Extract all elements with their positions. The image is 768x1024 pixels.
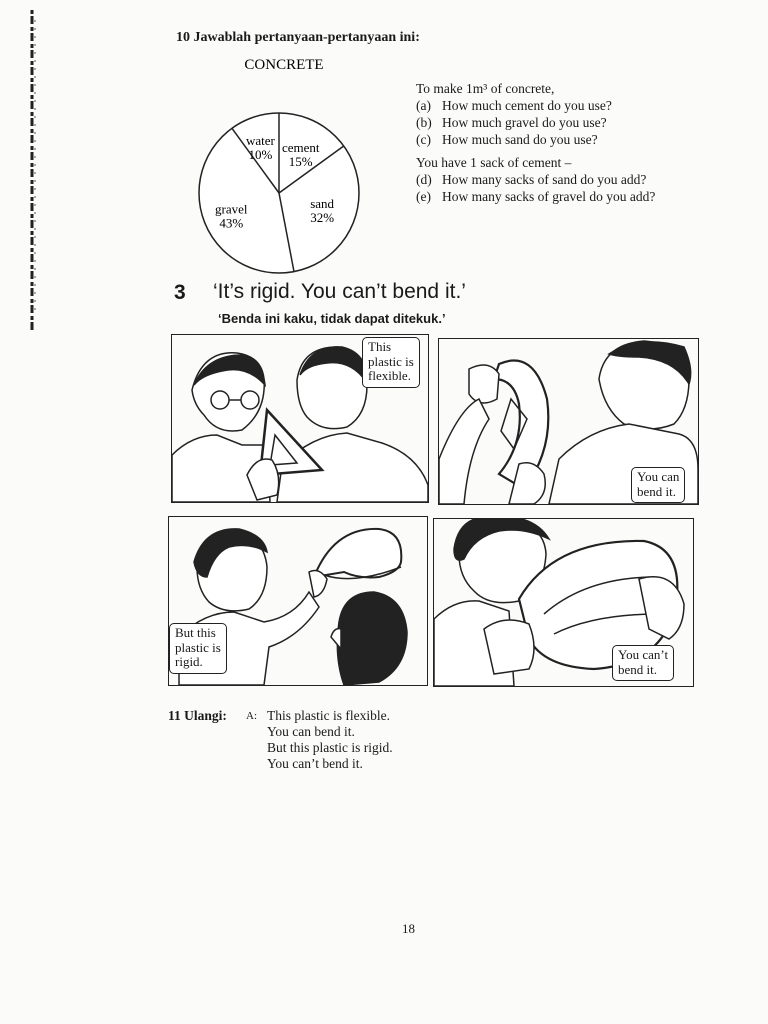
question-text: How much sand do you use? bbox=[442, 132, 598, 147]
pie-label-cement: cement bbox=[281, 139, 320, 155]
speech-bubble-1: This plastic is flexible. bbox=[362, 337, 420, 388]
speech-bubble-4: You can’t bend it. bbox=[612, 645, 674, 681]
section-title: ‘It’s rigid. You can’t bend it.’ bbox=[213, 280, 466, 303]
pie-value-water: 10% bbox=[248, 147, 273, 163]
question-label: (c) bbox=[416, 132, 431, 147]
page-number: 18 bbox=[402, 921, 415, 936]
questions-intro: To make 1m³ of concrete, bbox=[416, 81, 555, 96]
question-text: How much cement do you use? bbox=[442, 98, 612, 113]
exercise-11 bbox=[168, 708, 468, 774]
speech-bubble-3: But this plastic is rigid. bbox=[169, 623, 227, 674]
questions-block bbox=[416, 80, 716, 205]
exercise-10-heading: 10 Jawablah pertanyaan-pertanyaan ini: bbox=[176, 30, 420, 45]
sack-line: You have 1 sack of cement – bbox=[416, 155, 572, 170]
question-label: (e) bbox=[416, 189, 431, 204]
chart-title: CONCRETE bbox=[244, 57, 324, 73]
question-text: How much gravel do you use? bbox=[442, 115, 607, 130]
pie-value-gravel: 43% bbox=[219, 215, 244, 231]
speaker-label: A: bbox=[246, 710, 257, 722]
dialog-line: You can bend it. bbox=[267, 724, 355, 739]
pie-value-sand: 32% bbox=[310, 210, 335, 226]
section-number: 3 bbox=[174, 281, 186, 304]
speech-bubble-2: You can bend it. bbox=[631, 467, 685, 503]
question-label: (a) bbox=[416, 98, 431, 113]
pie-value-cement: 15% bbox=[288, 153, 313, 169]
question-label: (b) bbox=[416, 115, 432, 130]
question-text: How many sacks of sand do you add? bbox=[442, 172, 647, 187]
question-a bbox=[416, 97, 716, 114]
dialog-line: You can’t bend it. bbox=[267, 756, 363, 771]
dialog-line: This plastic is flexible. bbox=[267, 708, 390, 723]
pie-label-gravel: gravel bbox=[215, 201, 248, 217]
question-e bbox=[416, 188, 716, 205]
section-subtitle: ‘Benda ini kaku, tidak dapat ditekuk.’ bbox=[218, 311, 446, 326]
exercise-11-heading: 11 Ulangi: bbox=[168, 708, 227, 723]
question-label: (d) bbox=[416, 172, 432, 187]
comic-panel-3 bbox=[168, 516, 428, 686]
binding-spine bbox=[26, 10, 38, 330]
concrete-pie-chart bbox=[172, 52, 392, 274]
comic-panel-4 bbox=[433, 518, 694, 687]
question-c bbox=[416, 131, 716, 148]
question-text: How many sacks of gravel do you add? bbox=[442, 189, 656, 204]
comic-panel-2 bbox=[438, 338, 699, 505]
pie-label-water: water bbox=[245, 133, 275, 149]
pie-label-sand: sand bbox=[310, 196, 335, 212]
question-b bbox=[416, 114, 716, 131]
comic-panel-1 bbox=[171, 334, 429, 503]
question-d bbox=[416, 171, 716, 188]
pie-slices bbox=[199, 113, 359, 273]
dialog-line: But this plastic is rigid. bbox=[267, 740, 393, 755]
